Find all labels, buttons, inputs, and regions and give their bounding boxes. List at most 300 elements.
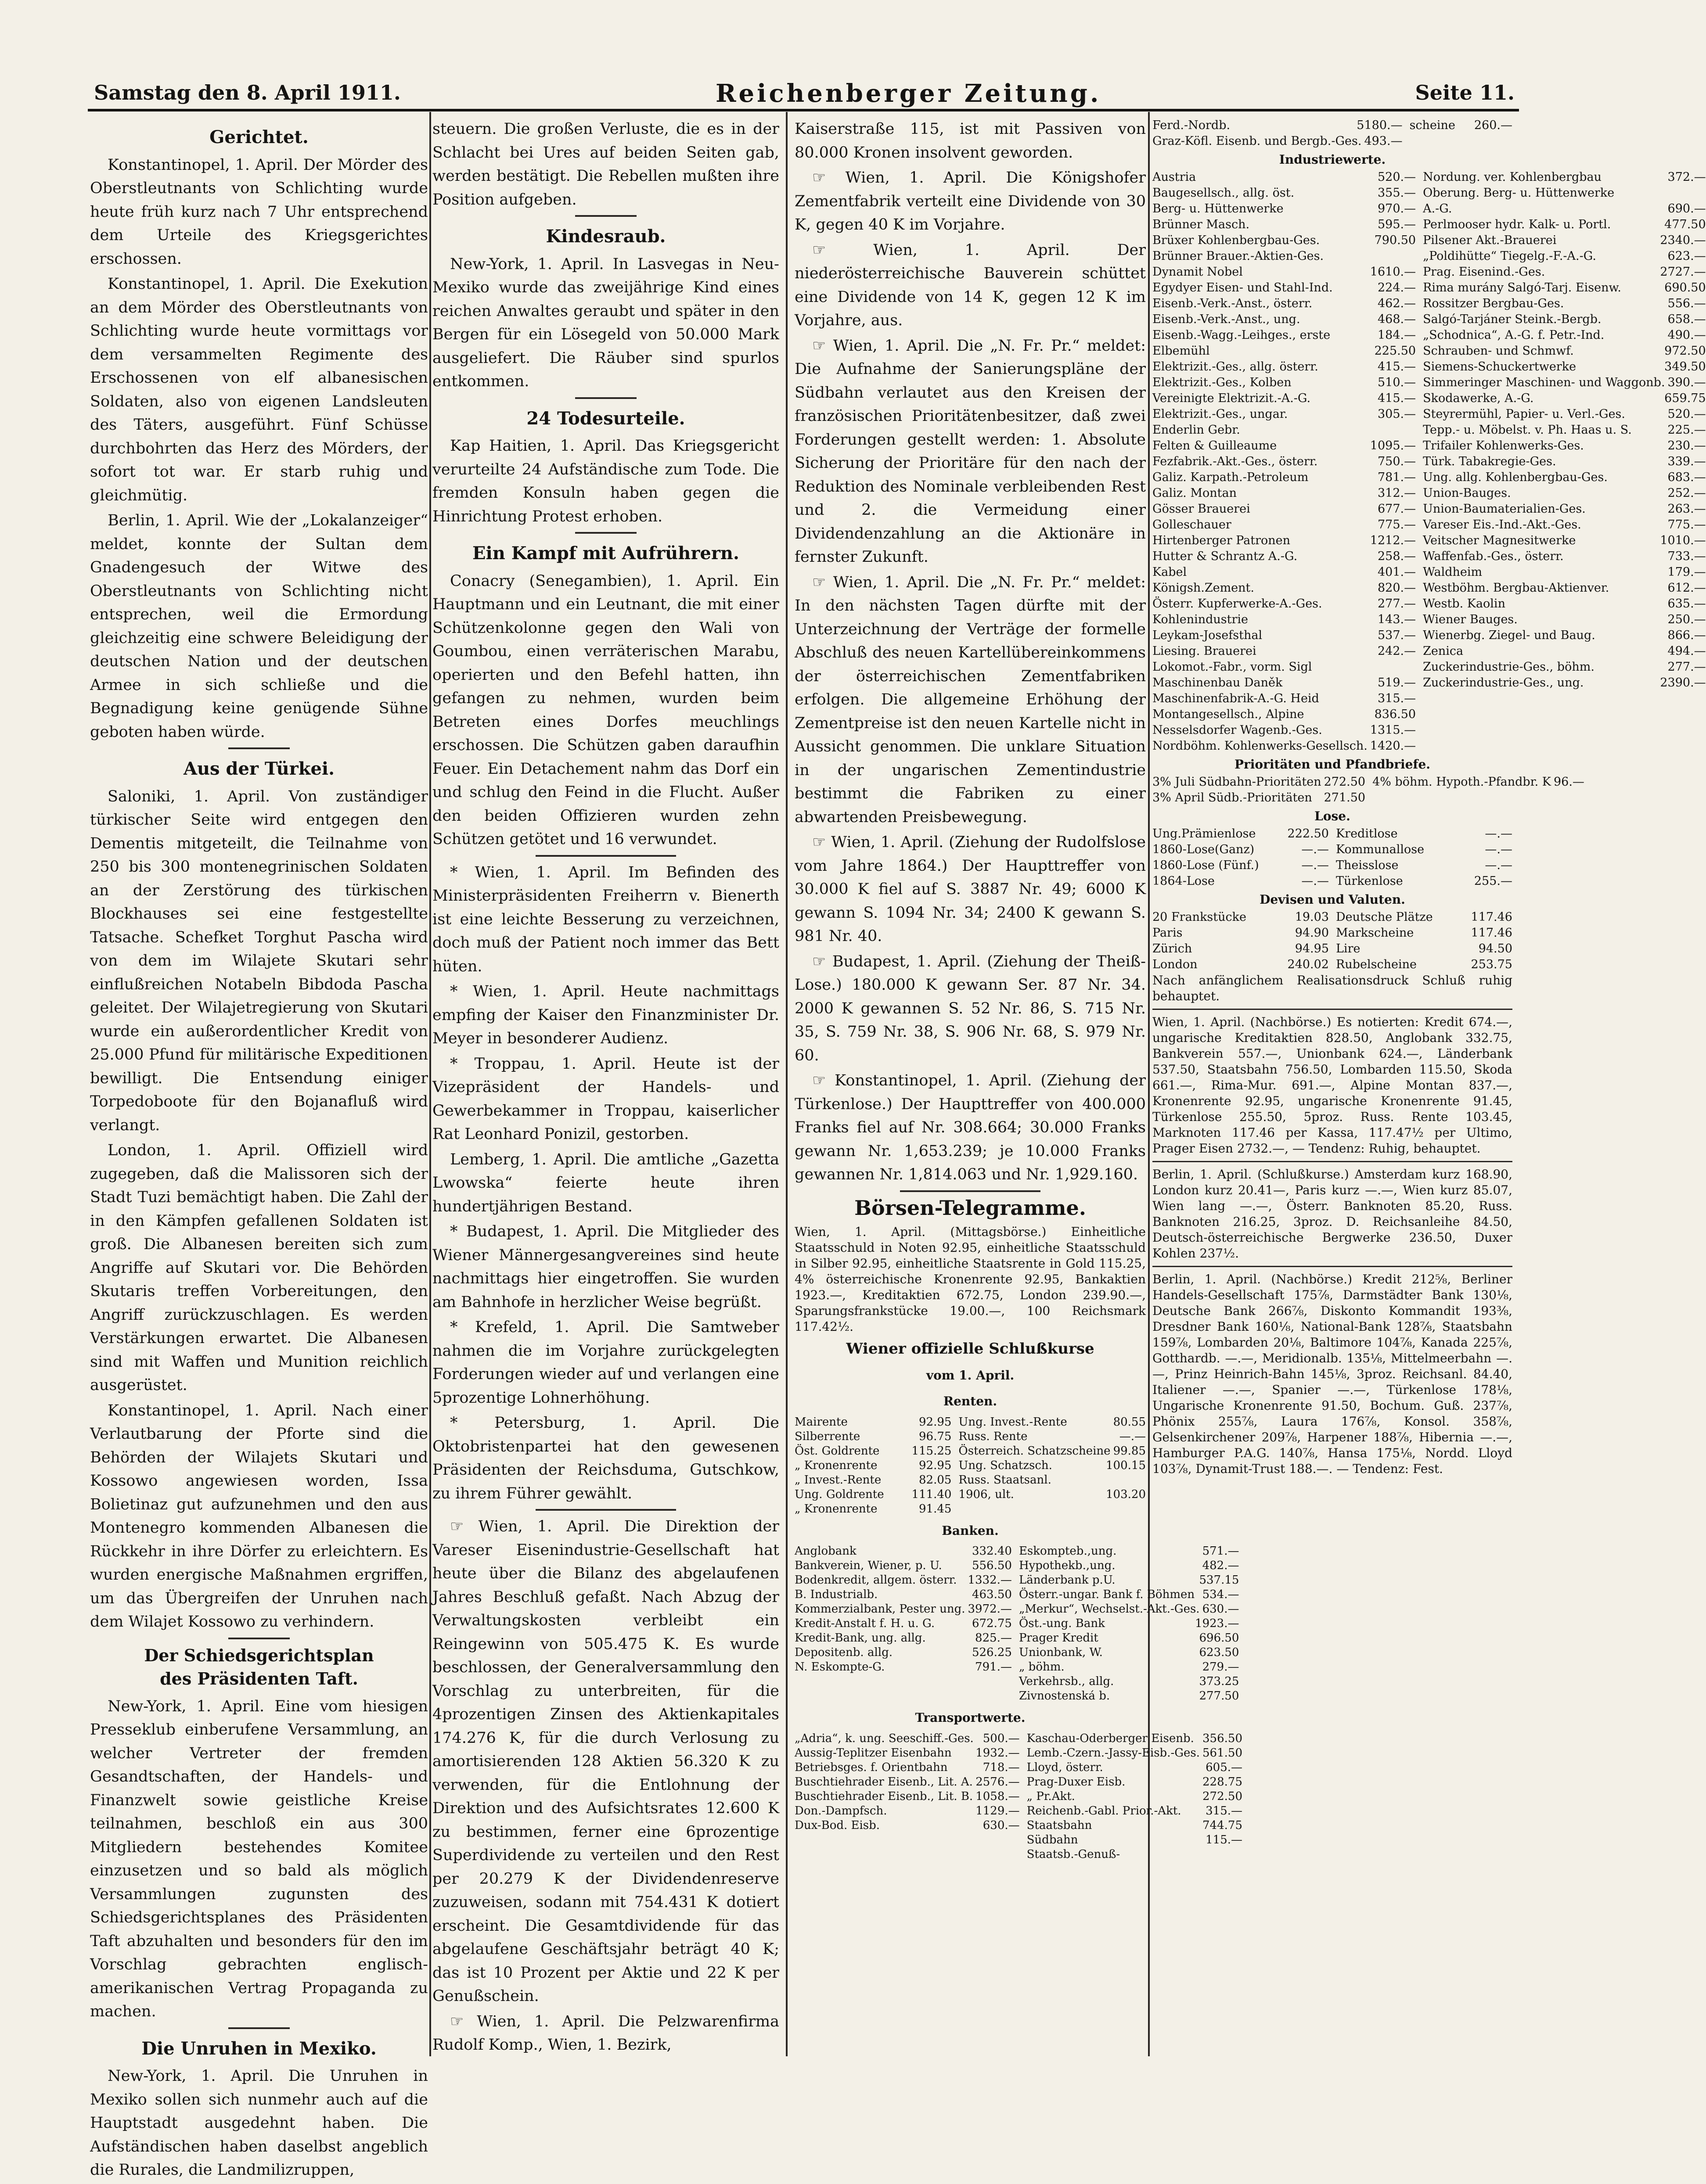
price-row [1372, 774, 1584, 790]
security-name: Enderlin Gebr. [1152, 423, 1240, 437]
security-name: Bodenkredit, allgem. österr. [795, 1573, 957, 1587]
security-name: Fezfabrik.-Akt.-Ges., österr. [1152, 455, 1318, 468]
article-paragraph: New-York, 1. April. Eine vom hiesigen Presseklub einberufene Versammlung, an welcher Vertreter der fremden Gesandtschaften, der Handels- und Finanzwelt sowie geistliche Kreise teilnahmen, beschloß ein aus 300 Mitgliedern bestehendes Komitee einzusetzen und so bald als möglich Versammlungen zugunsten des Schiedsgerichtsplanes des Präsidenten Taft abzuhalten und besonders für den im Vorschlag gebrachten englisch-amerikanischen Vertrag Propaganda zu machen. [90, 1697, 428, 2020]
security-price: 825.— [975, 1631, 1012, 1645]
price-row [1410, 118, 1512, 133]
price-row [795, 1573, 1012, 1588]
article-heading: Ein Kampf mit Aufrührern. [472, 543, 739, 564]
security-name: Nordböhm. Kohlenwerks-Gesellsch. [1152, 739, 1368, 753]
section-divider [536, 1509, 676, 1511]
security-price: 373.25 [1199, 1675, 1239, 1688]
price-row [1423, 659, 1706, 675]
news-item: * Budapest, 1. April. Die Mitglieder des Wiener Männergesangvereines sind heute nachmittags hier eingetroffen. Sie wurden am Bahnhofe in herzlicher Weise begrüßt. [432, 1223, 779, 1311]
price-row [1423, 359, 1706, 375]
security-price: 117.46 [1471, 926, 1512, 940]
security-price: 820.— [1377, 581, 1416, 595]
article-heading: Kindesraub. [546, 226, 666, 247]
security-price: 250.— [1667, 613, 1706, 626]
security-price: 222.50 [1287, 827, 1329, 841]
security-price: 96.— [1553, 775, 1584, 789]
renten-table [795, 1415, 1146, 1516]
security-name: Veitscher Magnesitwerke [1423, 534, 1576, 547]
running-header [88, 78, 1519, 111]
price-row [1336, 873, 1512, 889]
price-row [1019, 1674, 1239, 1689]
price-row [1152, 359, 1416, 375]
price-row [1152, 133, 1403, 149]
security-name: „ Kronenrente [795, 1458, 878, 1472]
security-price: 82.05 [918, 1473, 952, 1487]
security-price: 534.— [1202, 1588, 1239, 1601]
security-name: Verkehrsb., allg. [1019, 1675, 1114, 1688]
price-row [1423, 422, 1706, 438]
price-row [1336, 858, 1512, 873]
security-price: 866.— [1667, 629, 1706, 642]
security-name: Theisslose [1336, 859, 1399, 872]
security-price: 683.— [1667, 471, 1706, 484]
security-name: Lire [1336, 942, 1360, 956]
price-row [1152, 957, 1329, 973]
price-row [795, 1588, 1012, 1602]
column-4 [1152, 118, 1706, 1480]
security-price: 2390.— [1660, 676, 1706, 690]
price-row [1019, 1588, 1239, 1602]
security-name: London [1152, 958, 1198, 971]
price-row [1336, 909, 1512, 925]
security-name: Ung. Schatzsch. [958, 1458, 1052, 1472]
column-1 [90, 118, 428, 2184]
table-section-title: Banken. [942, 1523, 999, 1538]
price-row [1152, 941, 1329, 957]
price-row [1019, 1544, 1239, 1559]
table-half-left [1152, 909, 1329, 973]
security-price: 537.15 [1199, 1573, 1239, 1587]
section-divider [228, 1638, 290, 1639]
security-name: Leykam-Josefsthal [1152, 629, 1263, 642]
lottery-item: ☞ Konstantinopel, 1. April. (Ziehung der Türkenlose.) Der Haupttreffer von 400.000 Franks fiel auf Nr. 308.664; 30.000 Franks gewann Nr. 1,653.239; je 10.000 Franks gewannen Nr. 1,814.063 und Nr. 1,929.160. [795, 1072, 1146, 1183]
price-row [1152, 438, 1416, 454]
price-row [1152, 790, 1365, 806]
article-heading: Die Unruhen in Mexiko. [141, 2038, 377, 2059]
price-row [958, 1473, 1146, 1487]
security-name: Gösser Brauerei [1152, 502, 1250, 516]
security-name: Liesing. Brauerei [1152, 644, 1256, 658]
price-row [1152, 549, 1416, 564]
security-name: Galiz. Karpath.-Petroleum [1152, 471, 1309, 484]
price-row [1019, 1602, 1239, 1616]
price-row [1152, 169, 1416, 185]
security-name: Brüxer Kohlenbergbau-Ges. [1152, 233, 1320, 247]
news-item: * Wien, 1. April. Heute nachmittags empfing der Kaiser den Finanzminister Dr. Meyer in besonderer Audienz. [432, 983, 779, 1047]
price-row [958, 1430, 1146, 1444]
security-name: Deutsche Plätze [1336, 910, 1433, 924]
page-number: Seite 11. [1415, 81, 1515, 104]
price-row [1423, 327, 1706, 343]
price-row [795, 1458, 951, 1473]
price-row [1152, 375, 1416, 391]
table-half-right [1336, 826, 1512, 889]
article-heading: Aus der Türkei. [183, 758, 335, 779]
price-row [1019, 1660, 1239, 1674]
price-row [1423, 296, 1706, 312]
security-price: 462.— [1377, 297, 1416, 310]
price-row [1027, 1833, 1242, 1847]
price-row [1152, 470, 1416, 485]
price-row [795, 1731, 1020, 1746]
security-price: 372.— [1667, 170, 1706, 184]
security-name: Oberung. Berg- u. Hüttenwerke [1423, 186, 1615, 200]
article-heading: 24 Todesurteile. [526, 408, 685, 429]
security-name: A.-G. [1423, 202, 1452, 216]
security-price: 463.50 [972, 1588, 1012, 1601]
price-row [1152, 391, 1416, 406]
price-row [795, 1775, 1020, 1789]
security-price [1143, 1473, 1146, 1487]
security-name: Schrauben- und Schmwf. [1423, 344, 1574, 358]
economy-item: ☞ Wien, 1. April. Die Königshofer Zementfabrik verteilt eine Dividende von 30 K, gegen 40 K im Vorjahre. [795, 169, 1146, 233]
lottery-item: ☞ Wien, 1. April. (Ziehung der Rudolfslose vom Jahre 1864.) Der Haupttreffer von 30.000 K fiel auf S. 3887 Nr. 49; 6000 K gewann S. 1094 Nr. 34; 2400 K gewann S. 981 Nr. 40. [795, 833, 1146, 945]
security-price: 92.95 [918, 1415, 952, 1429]
security-name: Brünner Brauer.-Aktien-Ges. [1152, 249, 1324, 263]
security-name: Siemens-Schuckertwerke [1423, 360, 1576, 374]
security-price: 5180.— [1357, 119, 1403, 132]
security-name: Dynamit Nobel [1152, 265, 1243, 279]
price-row [1423, 643, 1706, 659]
table-half-right [1372, 774, 1584, 806]
table-half-right [1027, 1731, 1242, 1862]
security-name: Österr.-ungar. Bank f. Böhmen [1019, 1588, 1195, 1601]
price-row [1423, 217, 1706, 233]
price-row [1152, 454, 1416, 470]
price-row [1423, 438, 1706, 454]
security-price: 791.— [975, 1660, 1012, 1674]
price-row [1019, 1616, 1239, 1631]
price-row [1423, 185, 1706, 201]
section-divider [1152, 1009, 1512, 1010]
security-price: 94.95 [1295, 942, 1329, 956]
security-name: Betriebsges. f. Orientbahn [795, 1760, 948, 1774]
price-row [795, 1818, 1020, 1833]
security-name: 1860-Lose (Fünf.) [1152, 859, 1259, 872]
closing-prices-heading: Wiener offizielle Schlußkurse [846, 1340, 1094, 1358]
news-item: Lemberg, 1. April. Die amtliche „Gazetta Lwowska“ feierte heute ihren hundertjährigen Bestand. [432, 1150, 779, 1215]
price-row [1152, 738, 1416, 754]
security-price: 836.50 [1374, 708, 1416, 721]
security-price: 271.50 [1324, 791, 1366, 805]
price-row [1423, 517, 1706, 533]
security-price: 537.— [1377, 629, 1416, 642]
security-price: 115.— [1206, 1833, 1242, 1846]
article-paragraph: New-York, 1. April. Die Unruhen in Mexiko sollen sich nunmehr auch auf die Hauptstadt ausgedehnt haben. Die Aufständischen haben daselbst angeblich die Rurales, die Landmilizruppen, [90, 2067, 428, 2179]
security-price: 242.— [1377, 644, 1416, 658]
price-row [795, 1487, 951, 1502]
price-row [1019, 1689, 1239, 1703]
price-row [1152, 312, 1416, 327]
price-row [1423, 628, 1706, 643]
security-name: Felten & Guilleaume [1152, 439, 1277, 453]
price-row [1152, 691, 1416, 707]
closing-berlin: Berlin, 1. April. (Schlußkurse.) Amsterdam kurz 168.90, London kurz 20.41—, Paris kurz —.—, Wien kurz 85.07, Wien lang —.—, Österr. Banknoten 85.20, Russ. Banknoten 216.25, 3proz. D. Reichsanleihe 84.50, Deutsch-österreichische Bergwerke 236.50, Duxer Kohlen 237½. [1152, 1167, 1512, 1261]
security-price: 272.50 [1202, 1789, 1242, 1803]
table-section-title: Lose. [1314, 809, 1350, 823]
security-name: Anglobank [795, 1545, 857, 1558]
price-row [795, 1430, 951, 1444]
security-price: 230.— [1667, 439, 1706, 453]
stock-telegram-heading: Börsen-Telegramme. [854, 1196, 1086, 1220]
security-price: 733.— [1667, 550, 1706, 563]
price-row [1152, 774, 1365, 790]
security-price: 315.— [1377, 692, 1416, 705]
security-name: Bankverein, Wiener, p. U. [795, 1559, 942, 1572]
section-divider [536, 855, 676, 857]
security-name: Waffenfab.-Ges., österr. [1423, 550, 1564, 563]
security-price: 781.— [1377, 471, 1416, 484]
security-name: N. Eskompte-G. [795, 1660, 885, 1674]
security-name: Prag. Eisenind.-Ges. [1423, 265, 1545, 279]
security-name: Kommerzialbank, Pester ung. [795, 1602, 965, 1616]
price-row [1027, 1789, 1242, 1804]
price-row [1152, 485, 1416, 501]
security-name: Kredit-Bank, ung. allg. [795, 1631, 926, 1645]
security-name: Kaschau-Oderberger Eisenb. [1026, 1731, 1194, 1745]
price-row [795, 1502, 951, 1516]
security-name: 1864-Lose [1152, 874, 1215, 888]
security-price [1413, 248, 1416, 264]
security-price: 258.— [1377, 550, 1416, 563]
security-price: 526.25 [972, 1646, 1012, 1659]
security-name: „Schodnica“, A.-G. f. Petr.-Ind. [1423, 328, 1605, 342]
security-price: 96.75 [918, 1430, 952, 1443]
price-row [1423, 533, 1706, 549]
price-row [1336, 842, 1512, 858]
article-paragraph: Konstantinopel, 1. April. Die Exekution an dem Mörder des Oberstleutnants von Schlichting wurde heute vormittags vor dem versammelten Regimente des Erschossenen von elf albanesischen Soldaten, also von eigenen Landsleuten des Täters, ausgeführt. Fünf Schüsse durchbohrten das Herz des Mörders, der sofort tot war. Er starb ruhig und gleichmütig. [90, 275, 428, 504]
section-divider [228, 747, 290, 749]
security-price: 19.03 [1295, 910, 1329, 924]
security-price: —.— [1485, 843, 1512, 856]
section-divider [1152, 1161, 1512, 1162]
security-price: 672.75 [972, 1617, 1012, 1630]
security-name: Ung. Goldrente [795, 1487, 884, 1501]
issue-date: Samstag den 8. April 1911. [94, 81, 401, 104]
security-name: Baugesellsch., allg. öst. [1152, 186, 1295, 200]
price-row [958, 1458, 1146, 1473]
security-name: Hirtenberger Patronen [1152, 534, 1291, 547]
security-name: Westb. Kaolin [1423, 597, 1505, 611]
security-name: Kabel [1152, 565, 1187, 579]
security-name: Türk. Tabakregie-Ges. [1423, 455, 1556, 468]
economy-item: ☞ Wien, 1. April. Der niederösterreichische Bauverein schüttet eine Dividende von 14 K, gegen 12 K im Vorjahre, aus. [795, 241, 1146, 329]
economy-item: ☞ Wien, 1. April. Die Pelzwarenfirma Rudolf Komp., Wien, 1. Bezirk, [432, 2012, 779, 2054]
security-name: Hutter & Schrantz A.-G. [1152, 550, 1298, 563]
price-row [1152, 628, 1416, 643]
security-name: Trifailer Kohlenwerks-Ges. [1423, 439, 1584, 453]
security-name: B. Industrialb. [795, 1588, 878, 1601]
security-name: 4% böhm. Hypoth.-Pfandbr. K [1372, 775, 1551, 789]
security-price: 315.— [1206, 1804, 1242, 1818]
security-name: Buschtiehrader Eisenb., Lit. A. [795, 1775, 973, 1789]
security-name: scheine [1409, 119, 1455, 132]
price-row [1423, 312, 1706, 327]
price-row [1152, 925, 1329, 941]
security-price: 277.— [1667, 660, 1706, 674]
section-divider [900, 1190, 1040, 1192]
security-price: 356.50 [1202, 1731, 1242, 1745]
news-item: * Krefeld, 1. April. Die Samtweber nahmen die im Vorjahre zurückgelegten Forderungen wieder auf und verlangen eine 5prozentige Lohnerhöhung. [432, 1318, 779, 1407]
security-price: 224.— [1377, 281, 1416, 295]
security-price: 179.— [1667, 565, 1706, 579]
security-name: Österr. Kupferwerke-A.-Ges. [1152, 597, 1322, 611]
price-row [1019, 1559, 1239, 1573]
news-item: * Petersburg, 1. April. Die Oktobristenpartei hat den gewesenen Präsidenten der Reichsduma, Gutschkow, zu ihrem Führer gewählt. [432, 1414, 779, 1502]
price-row [1336, 925, 1512, 941]
security-price: 184.— [1377, 328, 1416, 342]
top-continuation-table [1152, 118, 1512, 149]
price-row [1423, 201, 1706, 217]
table-half-left [795, 1731, 1020, 1862]
security-price: 571.— [1202, 1545, 1239, 1558]
news-item: * Troppau, 1. April. Heute ist der Vizepräsident der Handels- und Gewerbekammer in Troppau, kaiserlicher Rat Leonhard Ponizil, gestorben. [432, 1055, 779, 1143]
table-section-title: Transportwerte. [915, 1710, 1026, 1725]
table-half-left [795, 1415, 951, 1516]
price-row [958, 1444, 1146, 1458]
economy-item: ☞ Wien, 1. April. Die „N. Fr. Pr.“ meldet: Die Aufnahme der Sanierungspläne der Südbahn verlautet aus den Kreisen der französischen Prioritätenbesitzer, daß zwei Forderungen gestellt werden: 1. Absolute Sicherung der Prioritäre für den nach der Reduktion des Nominale verbleibenden Rest und 2. die Vermeidung einer Dividendenzahlung an die Aktionäre in fernster Zukunft. [795, 337, 1146, 566]
security-name: Wiener Bauges. [1423, 613, 1518, 626]
security-price: 482.— [1202, 1559, 1239, 1572]
security-price: 659.75 [1664, 392, 1706, 405]
price-row [795, 1760, 1020, 1775]
price-row [795, 1789, 1020, 1804]
price-row [1152, 675, 1416, 691]
security-name: Öst. Goldrente [795, 1444, 880, 1458]
security-price: 2576.— [975, 1775, 1020, 1789]
security-price: 3972.— [968, 1602, 1012, 1616]
security-price: 690.— [1667, 202, 1706, 216]
security-name: „ Invest.-Rente [795, 1473, 882, 1487]
security-price: 260.— [1474, 119, 1512, 132]
security-name: Österreich. Schatzscheine [958, 1444, 1111, 1458]
price-row [1423, 343, 1706, 359]
security-price: —.— [1301, 859, 1329, 872]
price-row [1423, 675, 1706, 691]
security-name: Russ. Staatsanl. [958, 1473, 1051, 1487]
price-row [1152, 707, 1416, 722]
industry-table [1152, 169, 1706, 754]
security-price: 972.50 [1664, 344, 1706, 358]
security-price: 92.95 [918, 1458, 952, 1472]
security-name: Zürich [1152, 942, 1192, 956]
security-price: 696.50 [1199, 1631, 1239, 1645]
security-name: Elektrizit.-Ges., Kolben [1152, 376, 1292, 389]
price-row [1152, 659, 1416, 675]
price-row [958, 1415, 1146, 1430]
article-paragraph: London, 1. April. Offiziell wird zugegeben, daß die Malissoren sich der Stadt Tuzi bemächtigt haben. Die Zahl der in den Kämpfen gefallenen Soldaten ist groß. Die Albanesen bereiten sich zum Angriffe auf Skutari vor. Die Behörden Skutaris treffen Vorbereitungen, den Angriff zurückzuschlagen. Es werden Verstärkungen erwartet. Die Albanesen sind mit Waffen und Munition reichlich ausgerüstet. [90, 1142, 428, 1394]
security-price: 1932.— [975, 1746, 1020, 1760]
economy-item: ☞ Wien, 1. April. Die „N. Fr. Pr.“ meldet: In den nächsten Tagen dürfte mit der Unterzeichnung der Verträge der formelle Abschluß des neuen Kartellübereinkommens der österreichischen Zementfabriken erfolgen. Die allgemeine Erhöhung der Zementpreise ist den neuen Kartelle nicht in Aussicht genommen. Die unklare Situation in der ungarischen Zementindustrie bestimmt die Fabriken zu einer abwartenden Preisbewegung. [795, 573, 1146, 826]
price-row [1152, 564, 1416, 580]
security-price: 477.50 [1664, 218, 1706, 231]
security-name: Zivnostenská b. [1019, 1689, 1110, 1703]
security-name: Don.-Dampfsch. [795, 1804, 887, 1818]
security-name: Dux-Bod. Eisb. [795, 1818, 880, 1832]
security-name: Vareser Eis.-Ind.-Akt.-Ges. [1423, 518, 1581, 532]
security-name: Union-Bauges. [1423, 486, 1511, 500]
price-row [795, 1645, 1012, 1660]
price-row [1336, 957, 1512, 973]
article-paragraph: Saloniki, 1. April. Von zuständiger türkischer Seite wird entgegen den Dementis mitgeteilt, die Teilnahme von 250 bis 300 montenegrinischen Soldaten an der Zerstörung des türkischen Blockhauses sei eine festgestellte Tatsache. Schefket Torghut Pascha wird von dem im Wilajete Skutari sehr einflußreichen Notabeln Bibdoda Pascha geleitet. Der Wilajetregierung von Skutari wurde ein außerordentlicher Kredit von 25.000 Pfund für militärische Expeditionen bewilligt. Die Entsendung einiger Torpedoboote für den Bojanafluß wird verlangt. [90, 787, 428, 1134]
security-name: Länderbank p.U. [1019, 1573, 1116, 1587]
security-price: 143.— [1377, 613, 1416, 626]
security-price: 415.— [1377, 360, 1416, 374]
article-paragraph: New-York, 1. April. In Lasvegas in Neu-Mexiko wurde das zweijährige Kind eines reichen Anwaltes geraubt und später in den Bergen für ein Lösegeld von 50.000 Mark ausgeliefert. Die Räuber sind spurlos entkommen. [432, 255, 779, 390]
security-name: Zuckerindustrie-Ges., böhm. [1423, 660, 1594, 674]
security-price [1413, 422, 1416, 438]
security-name: Depositenb. allg. [795, 1646, 893, 1659]
security-price: 91.45 [918, 1502, 952, 1516]
price-row [1152, 233, 1416, 248]
security-name: „Adria“, k. ung. Seeschiff.-Ges. [795, 1731, 974, 1745]
lottery-item: ☞ Budapest, 1. April. (Ziehung der Theiß-Lose.) 180.000 K gewann Ser. 87 Nr. 34. 2000 K gewannen S. 52 Nr. 86, S. 715 Nr. 35, S. 759 Nr. 38, S. 906 Nr. 68, S. 979 Nr. 60. [795, 952, 1146, 1064]
price-row [1423, 485, 1706, 501]
security-name: Elbemühl [1152, 344, 1210, 358]
security-price: 1610.— [1370, 265, 1416, 279]
security-price: 111.40 [911, 1487, 952, 1501]
security-name: Wienerbg. Ziegel- und Baug. [1423, 629, 1595, 642]
security-name: Kommunallose [1336, 843, 1425, 856]
price-row [1336, 826, 1512, 842]
security-name: Rima murány Salgó-Tarj. Eisenw. [1423, 281, 1622, 295]
price-row [1152, 533, 1416, 549]
security-name: Kreditlose [1336, 827, 1398, 841]
security-name: Skodawerke, A.-G. [1423, 392, 1534, 405]
price-row [1423, 280, 1706, 296]
security-name: Paris [1152, 926, 1183, 940]
price-row [795, 1631, 1012, 1645]
price-row [1152, 296, 1416, 312]
security-name: Golleschauer [1152, 518, 1231, 532]
price-row [1152, 826, 1329, 842]
column-2 [432, 118, 779, 2059]
security-price: 252.— [1667, 486, 1706, 500]
security-price: 225.50 [1374, 344, 1416, 358]
price-row [1027, 1760, 1242, 1775]
security-name: Vereinigte Elektrizit.-A.-G. [1152, 392, 1311, 405]
table-half-right [958, 1415, 1146, 1516]
security-price: 520.— [1377, 170, 1416, 184]
security-name: Hypothekb.,ung. [1019, 1559, 1116, 1572]
security-name: Graz-Köfl. Eisenb. und Bergb.-Ges. [1152, 134, 1362, 148]
price-row [1152, 343, 1416, 359]
security-name: Pilsener Akt.-Brauerei [1423, 233, 1557, 247]
security-price: 658.— [1667, 313, 1706, 326]
price-row [1152, 217, 1416, 233]
price-row [1152, 264, 1416, 280]
price-row [1152, 580, 1416, 596]
security-name: „ Pr.Akt. [1026, 1789, 1075, 1803]
security-price: 970.— [1377, 202, 1416, 216]
column-rule [786, 112, 788, 2056]
security-price: 1923.— [1195, 1617, 1239, 1630]
newspaper-title: Reichenberger Zeitung. [716, 79, 1101, 108]
security-name: Steyrermühl, Papier- u. Verl.-Ges. [1423, 407, 1625, 421]
security-price: 1420.— [1370, 739, 1416, 753]
security-price: 332.40 [972, 1545, 1012, 1558]
security-price: 744.75 [1202, 1818, 1242, 1832]
section-divider [228, 2027, 290, 2029]
security-price: 561.50 [1202, 1746, 1242, 1760]
price-row [795, 1415, 951, 1430]
security-price: 790.50 [1374, 233, 1416, 247]
security-price: 272.50 [1324, 775, 1366, 789]
